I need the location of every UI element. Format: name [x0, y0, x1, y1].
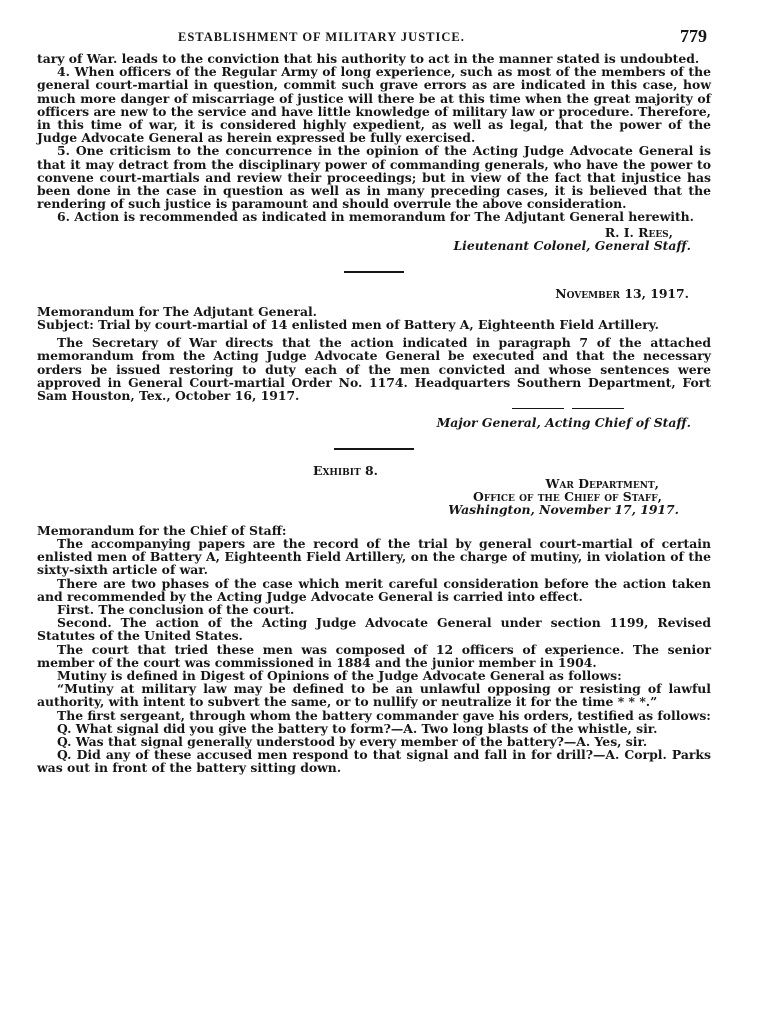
exhibit-label: Exhibit 8.: [313, 462, 378, 478]
running-head: [37, 26, 711, 52]
paragraph-4: 4. When officers of the Regular Army of long experience, such as most of the members of the general court-martial in question, commit such grave errors as are indicated in this case, how much more danger of miscarriage of justice will there be at this time when the great majority of officers are new to the service and have little knowledge of military law or procedure. Therefore, in this time of war, it is considered highly expedient, as well as legal, that the power of the Judge Advocate General as herein expressed be fully exercised.: [37, 64, 711, 146]
signature-blank: [37, 402, 711, 410]
memo-addressee: Memorandum for The Adjutant General.: [37, 303, 317, 319]
exhibit-paragraph: The accompanying papers are the record of the trial by general court-martial of certain enlisted men of Battery A, Eighteenth Field Artillery, on the charge of mutiny, in violation of the sixty-sixth article of war.: [37, 535, 711, 578]
paragraph-6: 6. Action is recommended as indicated in memorandum for The Adjutant General herewith.: [57, 209, 694, 225]
testimony-qa: Q. What signal did you give the battery to form?—A. Two long blasts of the whistle, sir.: [57, 720, 658, 736]
signature-title: Lieutenant Colonel, General Staff.: [453, 237, 691, 253]
document-page: [37, 26, 711, 775]
exhibit-paragraph: The first sergeant, through whom the battery commander gave his orders, testified as follows:: [57, 707, 711, 723]
letterhead-place-date: Washington, November 17, 1917.: [448, 502, 679, 518]
exhibit-paragraph: Mutiny is defined in Digest of Opinions of the Judge Advocate General as follows:: [57, 667, 622, 683]
testimony-qa: Q. Did any of these accused men respond to that signal and fall in for drill?—A. Corpl. Parks was out in front of the battery sitting down.: [37, 747, 711, 776]
testimony-qa: Q. Was that signal generally understood by every member of the battery?—A. Yes, sir.: [57, 733, 648, 749]
exhibit-paragraph: First. The conclusion of the court.: [57, 601, 295, 617]
letterhead-office: Office of the Chief of Staff,: [473, 489, 662, 505]
memo-date: November 13, 1917.: [555, 285, 689, 301]
memo-subject: Subject: Trial by court-martial of 14 enlisted men of Battery A, Eighteenth Field Artillery.: [37, 316, 659, 332]
exhibit-paragraph: Second. The action of the Acting Judge Advocate General under section 1199, Revised Statutes of the United States.: [37, 615, 711, 644]
exhibit-paragraph: The court that tried these men was composed of 12 officers of experience. The senior member of the court was commissioned in 1884 and the junior member in 1904.: [37, 641, 711, 670]
memo-body: The Secretary of War directs that the action indicated in paragraph 7 of the attached memorandum from the Acting Judge Advocate General be executed and that the necessary orders be issued restoring to duty each of the men convicted and whose sentences were approved in General Court-martial Order No. 1174. Headquarters Southern Department, Fort Sam Houston, Tex., October 16, 1917.: [37, 335, 711, 403]
running-title: ESTABLISHMENT OF MILITARY JUSTICE.: [178, 30, 465, 44]
letterhead-department: War Department,: [545, 476, 659, 492]
signature-name: R. I. Rees,: [604, 224, 673, 240]
paragraph-continuation: tary of War. leads to the conviction that his authority to act in the manner stated is undoubted.: [37, 51, 700, 66]
exhibit-addressee: Memorandum for the Chief of Staff:: [37, 522, 287, 538]
page-number: 779: [680, 26, 707, 46]
memo-signature-title: Major General, Acting Chief of Staff.: [436, 415, 691, 431]
exhibit-paragraph: There are two phases of the case which merit careful consideration before the action taken and recommended by the Acting Judge Advocate General is carried into effect.: [37, 575, 711, 604]
paragraph-5: 5. One criticism to the concurrence in the opinion of the Acting Judge Advocate General is that it may detract from the disciplinary power of commanding generals, who have the power to convene court-martials and review their proceedings; but in view of the fact that injustice has been done in the case in question as well as in many preceding cases, it is believed that the rendering of such justice is paramount and should overrule the above consideration.: [37, 143, 711, 212]
exhibit-quotation: “Mutiny at military law may be defined to be an unlawful opposing or resisting of lawful authority, with intent to subvert the same, or to nullify or neutralize it for the time * * *.”: [37, 681, 711, 710]
